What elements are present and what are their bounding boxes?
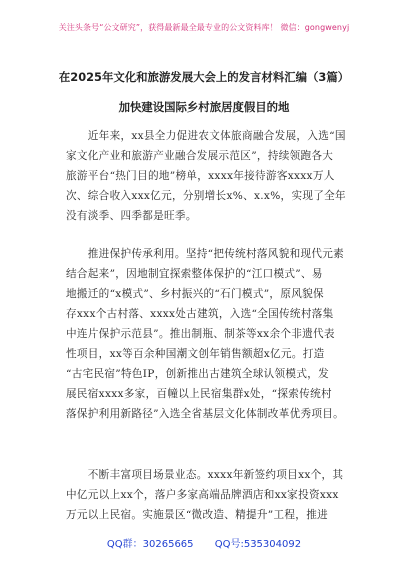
paragraph-intro	[66, 126, 346, 226]
footer-contact	[0, 535, 408, 550]
paragraph-line: 存xxx个古村落、xxxx处古建筑，入选“全国传统村落集	[66, 308, 334, 320]
paragraph-line: 展民宿xxxx多家，百幢以上民宿集群x处，“探索传统村	[66, 388, 332, 400]
paragraph-protection	[66, 244, 346, 424]
paragraph-line: 结合起来”，因地制宜探索整体保护的“江口模式”、易	[66, 268, 323, 280]
header-banner: 关注头条号“公文研究”，获得最新最全最专业的公文资料库！ 微信：gongwenyj	[58, 23, 350, 32]
footer-qq-number: QQ号:535304092	[214, 539, 302, 550]
paragraph-line: 落保护利用新路径”入选全省基层文化体制改革优秀项目。	[66, 408, 345, 420]
paragraph-line: 推进保护传承利用。坚持“把传统村落风貌和现代元素	[66, 248, 345, 260]
document-title: 在2025年文化和旅游发展大会上的发言材料汇编（3篇）	[58, 70, 350, 84]
paragraph-line: “古宅民宿”特色IP，创新推出古建筑全球认领模式，发	[66, 368, 330, 380]
document-subtitle: 加快建设国际乡村旅居度假目的地	[118, 100, 290, 114]
paragraph-line: 家文化产业和旅游产业融合发展示范区”，持续领跑各大	[66, 150, 334, 162]
paragraph-line: 性项目，xx等百余种国潮文创年销售额超x亿元。打造	[66, 348, 325, 360]
paragraph-line: 中连片保护示范县”。推出制瓶、制茶等xx余个非遗代表	[66, 328, 335, 340]
paragraph-line: 没有淡季、四季都是旺季。	[66, 210, 197, 222]
footer-qq-group: QQ群：30265665	[106, 539, 194, 550]
paragraph-line: 万元以上民宿。实施景区“微改造、精提升”工程，推进	[66, 509, 328, 521]
paragraph-line: 不断丰富项目场景业态。xxxx年新签约项目xx个，其	[66, 469, 344, 481]
paragraph-line: 中亿元以上xx个，落户多家高端品牌酒店和xx家投资xxx	[66, 489, 339, 501]
paragraph-line: 次、综合收入xxx亿元，分别增长x%、x.x%，实现了全年	[66, 190, 346, 202]
paragraph-line: 地搬迁的“x模式”、乡村振兴的“石门模式”，原风貌保	[66, 288, 324, 300]
paragraph-line: 旅游平台“热门目的地”榜单，xxxx年接待游客xxxx万人	[66, 170, 335, 182]
paragraph-projects	[66, 465, 346, 525]
paragraph-line: 近年来，xx县全力促进农文体旅商融合发展，入选“国	[66, 130, 346, 142]
